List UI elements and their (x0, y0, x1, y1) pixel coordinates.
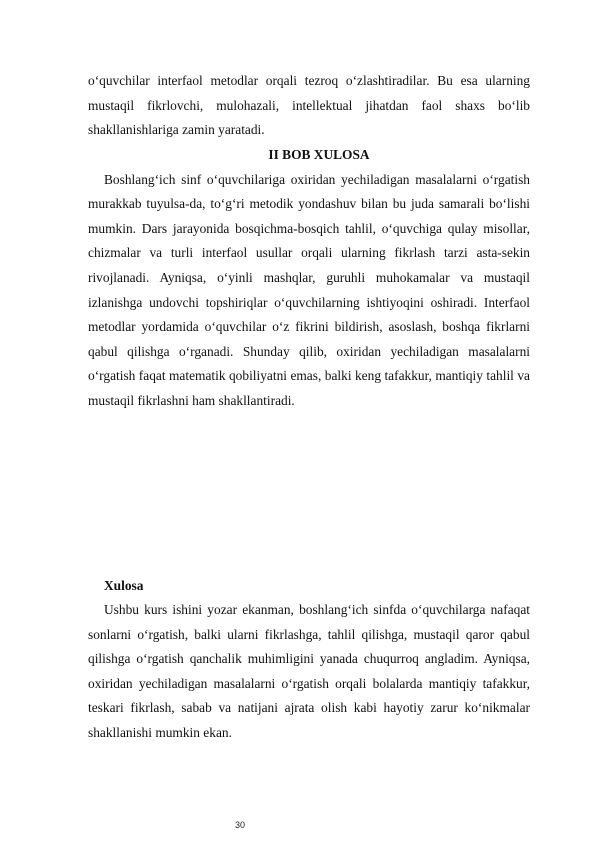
conclusion-paragraph: Ushbu kurs ishini yozar ekanman, boshlang‘ich sinfda o‘quvchilarga nafaqat sonlarni o‘rgatish, balki ularni fikrlashga, tahlil qilishga, mustaqil qaror qabul qilishga o‘rgatish qanchalik muhimligini yanada chuqurroq angladim. Ayniqsa, oxiridan yechiladigan masalalarni o‘rgatish orqali bolalarda mantiqiy tafakkur, teskari fikrlash, sabab va natijani ajrata olish kabi hayotiy zarur ko‘nikmalar shakllanishi mumkin ekan. (88, 602, 530, 740)
intro-paragraph: o‘quvchilar interfaol metodlar orqali tezroq o‘zlashtiradilar. Bu esa ularning mustaqil fikrlovchi, mulohazali, intellektual jihatdan faol shaxs bo‘lib shakllanishlariga zamin yaratadi. (88, 73, 530, 138)
conclusion-heading: Xulosa (104, 578, 144, 593)
chapter-conclusion-paragraph: Boshlang‘ich sinf o‘quvchilariga oxiridan yechiladigan masalalarni o‘rgatish murakkab tuyulsa-da, to‘g‘ri metodik yondashuv bilan bu juda samarali bo‘lishi mumkin. Dars jarayonida bosqichma-bosqich tahlil, o‘quvchiga qulay misollar, chizmalar va turli interfaol usullar orqali ularning fikrlash tarzi asta-sekin rivojlanadi. Ayniqsa, o‘yinli mashqlar, guruhli muhokamalar va mustaqil izlanishga undovchi topshiriqlar o‘quvchilarning ishtiyoqini oshiradi. Interfaol metodlar yordamida o‘quvchilar o‘z fikrini bildirish, asoslash, boshqa fikrlarni qabul qilishga o‘rganadi. Shunday qilib, oxiridan yechiladigan masalalarni o‘rgatish faqat matematik qobiliyatni emas, balki keng tafakkur, mantiqiy tahlil va mustaqil fikrlashni ham shakllantiradi. (88, 171, 530, 408)
page-number: 30 (234, 820, 245, 830)
chapter-conclusion-heading: II BOB XULOSA (268, 147, 370, 162)
